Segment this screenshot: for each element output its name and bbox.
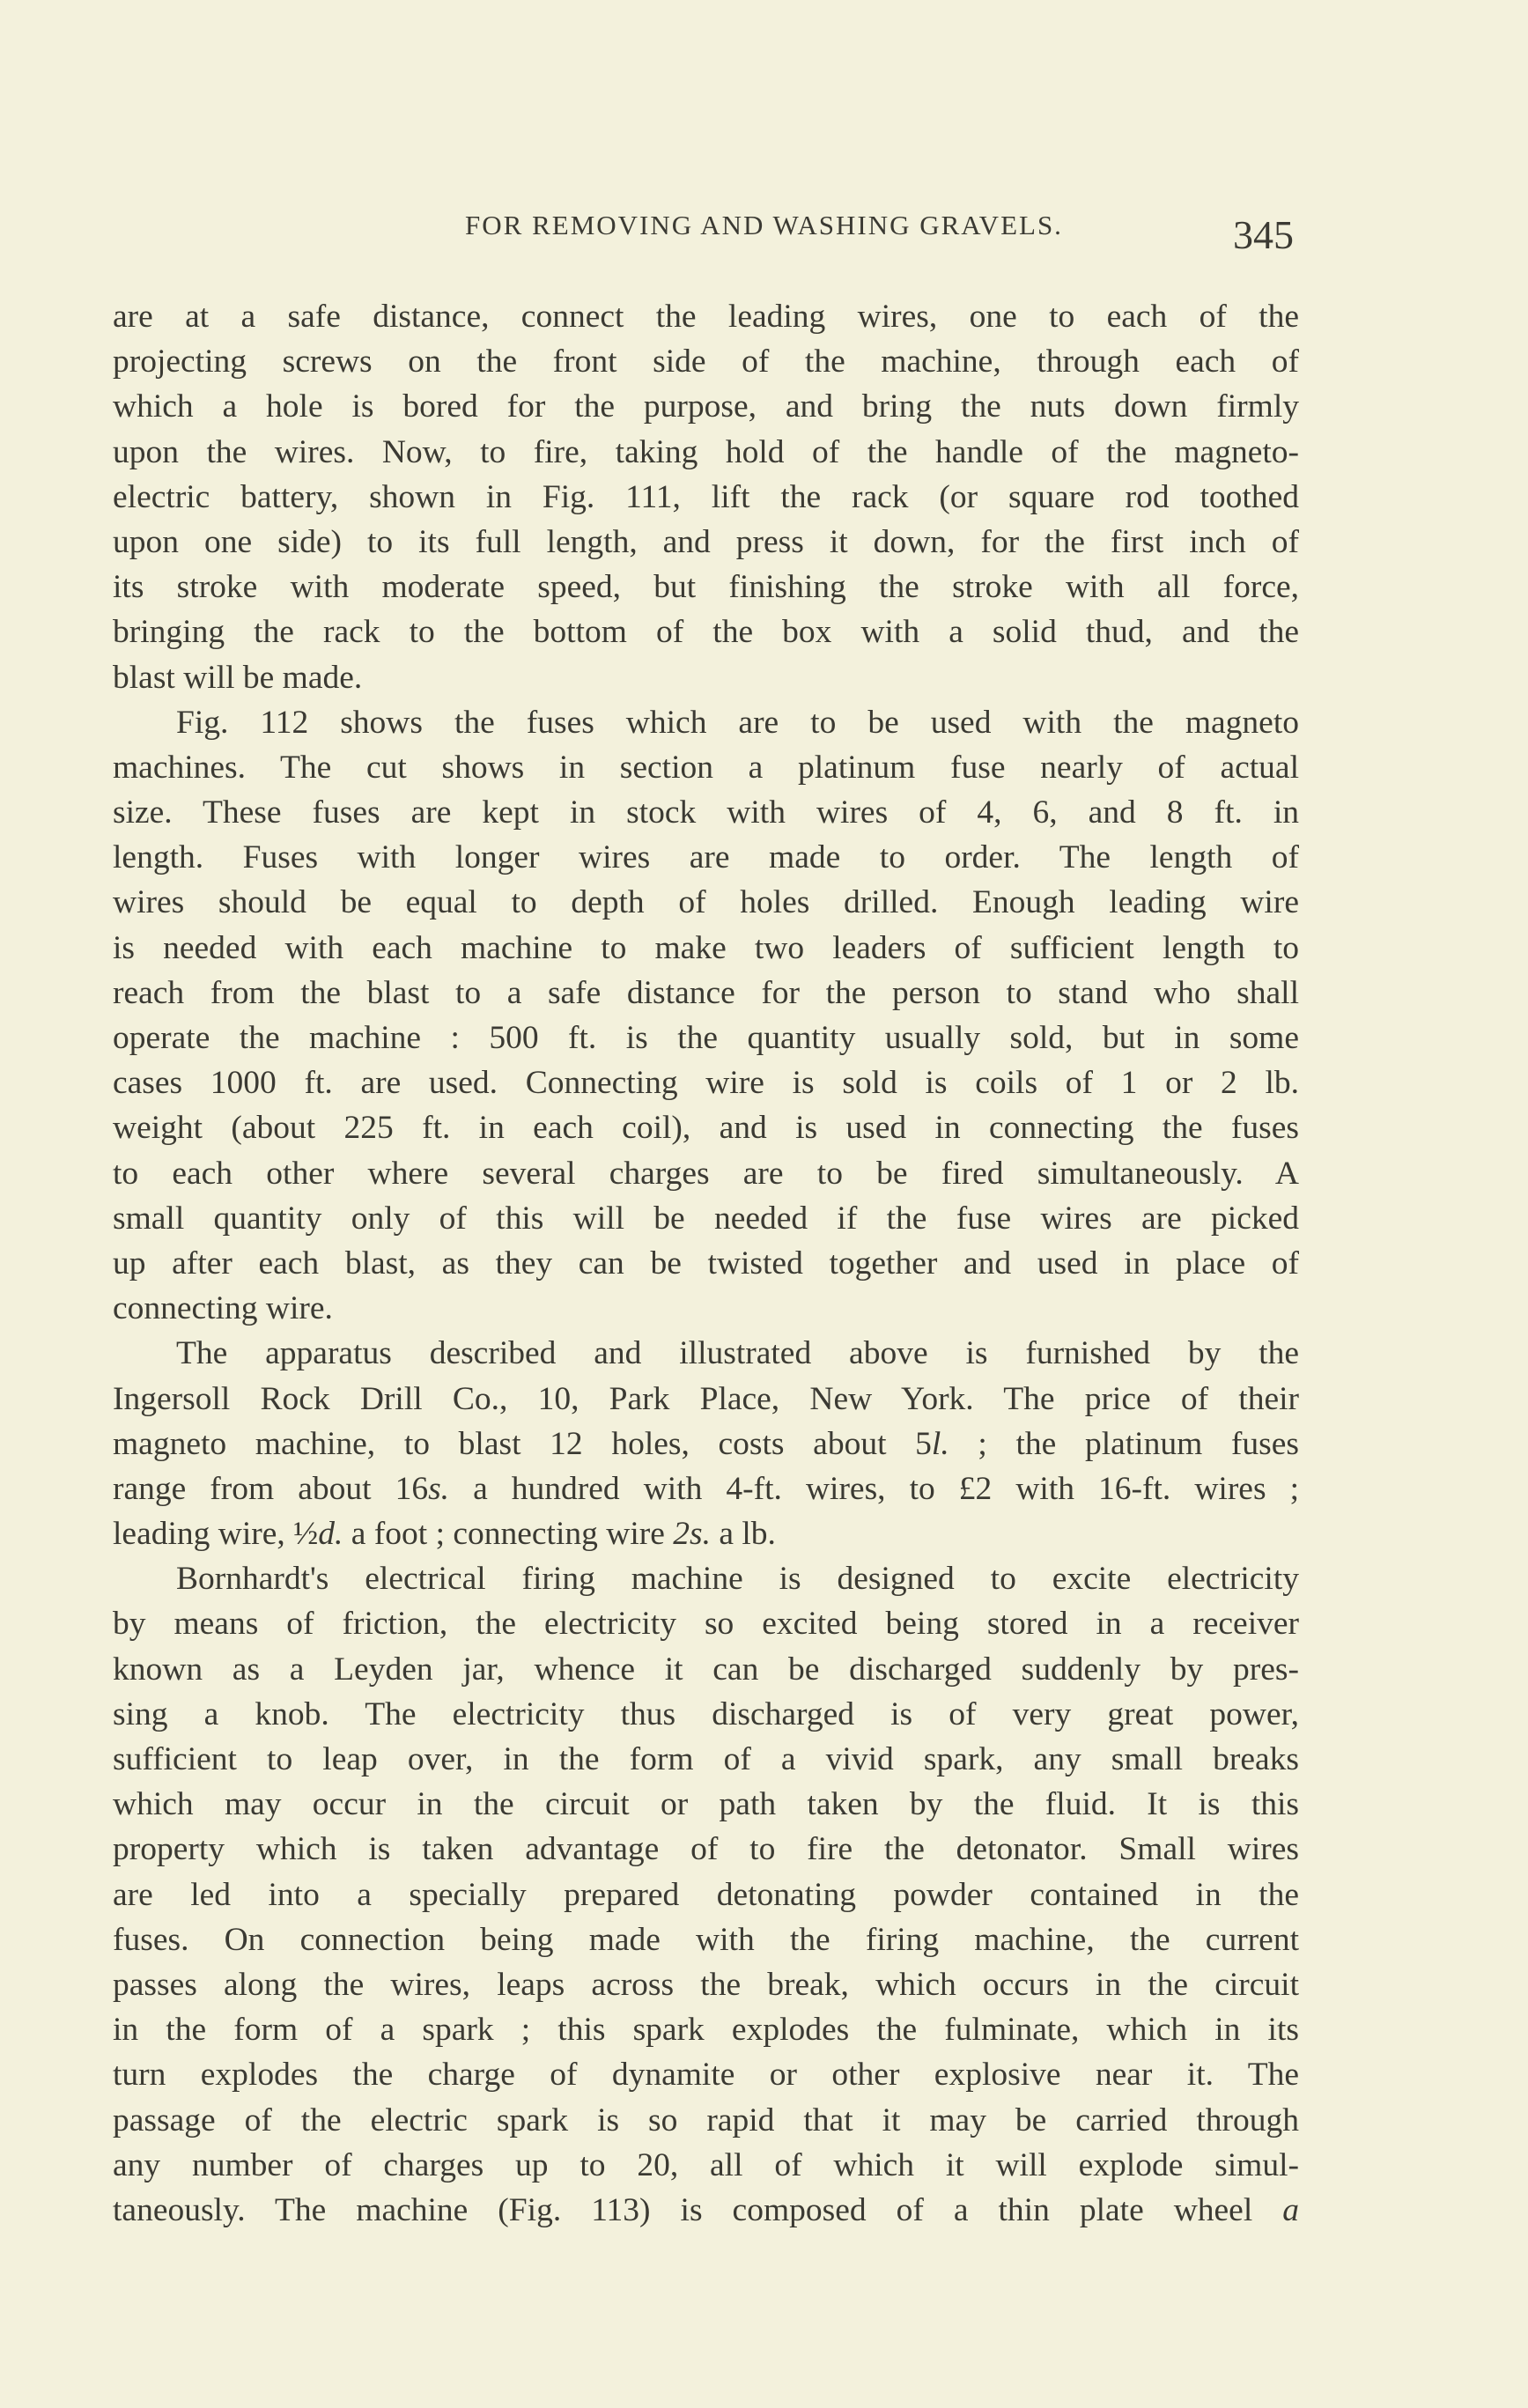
italic-text: d. [318, 1516, 343, 1553]
text-line: projecting screws on the front side of the machine, through each of [113, 343, 1299, 380]
running-head: FOR REMOVING AND WASHING GRAVELS. [465, 210, 1063, 240]
text-segment: a hundred with 4-ft. wires, to £2 with 16-ft. wires ; [449, 1470, 1299, 1507]
text-line: to each other where several charges are to be fired simultaneously. A [113, 1155, 1299, 1192]
text-line: cases 1000 ft. are used. Connecting wire is sold is coils of 1 or 2 lb. [113, 1065, 1299, 1102]
text-line: in the form of a spark ; this spark explodes the fulminate, which in its [113, 2012, 1299, 2049]
text-line [113, 1422, 1299, 1466]
italic-text: l. [931, 1425, 949, 1462]
text-segment: range from about 16 [113, 1470, 429, 1507]
text-line: sing a knob. The electricity thus discharged is of very great power, [113, 1695, 1299, 1732]
text-line: any number of charges up to 20, all of which it will explode simul- [113, 2146, 1299, 2183]
italic-text: 2s. [673, 1516, 711, 1553]
text-line: turn explodes the charge of dynamite or other explosive near it. The [113, 2057, 1299, 2094]
text-line: bringing the rack to the bottom of the box with a solid thud, and the [113, 614, 1299, 651]
text-segment: a foot ; connecting wire [343, 1516, 674, 1553]
text-line: reach from the blast to a safe distance for the person to stand who shall [113, 974, 1299, 1011]
italic-text: s. [428, 1470, 450, 1507]
page-number: 345 [1233, 212, 1294, 257]
text-line: Ingersoll Rock Drill Co., 10, Park Place, New York. The price of their [113, 1380, 1299, 1417]
text-line: machines. The cut shows in section a platinum fuse nearly of actual [113, 749, 1299, 786]
text-line: blast will be made. [113, 659, 363, 696]
text-line: is needed with each machine to make two leaders of sufficient length to [113, 929, 1299, 966]
text-line: connecting wire. [113, 1290, 333, 1327]
text-line: small quantity only of this will be needed if the fuse wires are picked [113, 1200, 1299, 1237]
text-line: are at a safe distance, connect the leading wires, one to each of the [113, 299, 1299, 335]
text-line: length. Fuses with longer wires are made to order. The length of [113, 839, 1299, 876]
text-line: are led into a specially prepared detonating powder contained in the [113, 1876, 1299, 1913]
text-line [113, 1466, 1299, 1511]
text-line: electric battery, shown in Fig. 111, lift the rack (or square rod toothed [113, 478, 1299, 515]
text-line: its stroke with moderate speed, but finishing the stroke with all force, [113, 569, 1299, 606]
text-line: operate the machine : 500 ft. is the quantity usually sold, but in some [113, 1020, 1299, 1056]
text-line: known as a Leyden jar, whence it can be discharged suddenly by pres- [113, 1651, 1299, 1688]
text-segment: magneto machine, to blast 12 holes, costs about 5 [113, 1425, 932, 1462]
text-line: property which is taken advantage of to fire the detonator. Small wires [113, 1831, 1299, 1868]
text-line: Fig. 112 shows the fuses which are to be used with the magneto [176, 704, 1299, 741]
text-line: which a hole is bored for the purpose, and bring the nuts down firmly [113, 388, 1299, 425]
text-line: wires should be equal to depth of holes drilled. Enough leading wire [113, 884, 1299, 921]
text-line: The apparatus described and illustrated above is furnished by the [176, 1335, 1299, 1372]
text-line: sufficient to leap over, in the form of a vivid spark, any small breaks [113, 1741, 1299, 1777]
text-line: which may occur in the circuit or path taken by the fluid. It is this [113, 1786, 1299, 1823]
text-line [113, 1511, 1299, 1556]
text-line: Bornhardt's electrical firing machine is designed to excite electricity [176, 1561, 1299, 1598]
text-line: passage of the electric spark is so rapid that it may be carried through [113, 2101, 1299, 2138]
text-segment: a lb. [710, 1516, 776, 1553]
text-line: weight (about 225 ft. in each coil), and is used in connecting the fuses [113, 1110, 1299, 1147]
text-line: by means of friction, the electricity so excited being stored in a receiver [113, 1606, 1299, 1643]
body-text [113, 294, 1299, 2233]
italic-text: a [1282, 2191, 1299, 2228]
text-line: upon the wires. Now, to fire, taking hold of the handle of the magneto- [113, 433, 1299, 470]
text-line: fuses. On connection being made with the firing machine, the current [113, 1921, 1299, 1958]
text-segment: leading wire, ½ [113, 1516, 319, 1553]
text-line: upon one side) to its full length, and press it down, for the first inch of [113, 523, 1299, 560]
text-line: up after each blast, as they can be twisted together and used in place of [113, 1245, 1299, 1282]
text-segment: taneously. The machine (Fig. 113) is composed of a thin plate wheel [113, 2191, 1283, 2228]
text-line: passes along the wires, leaps across the break, which occurs in the circuit [113, 1966, 1299, 2003]
text-line: size. These fuses are kept in stock with wires of 4, 6, and 8 ft. in [113, 794, 1299, 831]
text-line [113, 2188, 1299, 2233]
text-segment: ; the platinum fuses [949, 1425, 1299, 1462]
